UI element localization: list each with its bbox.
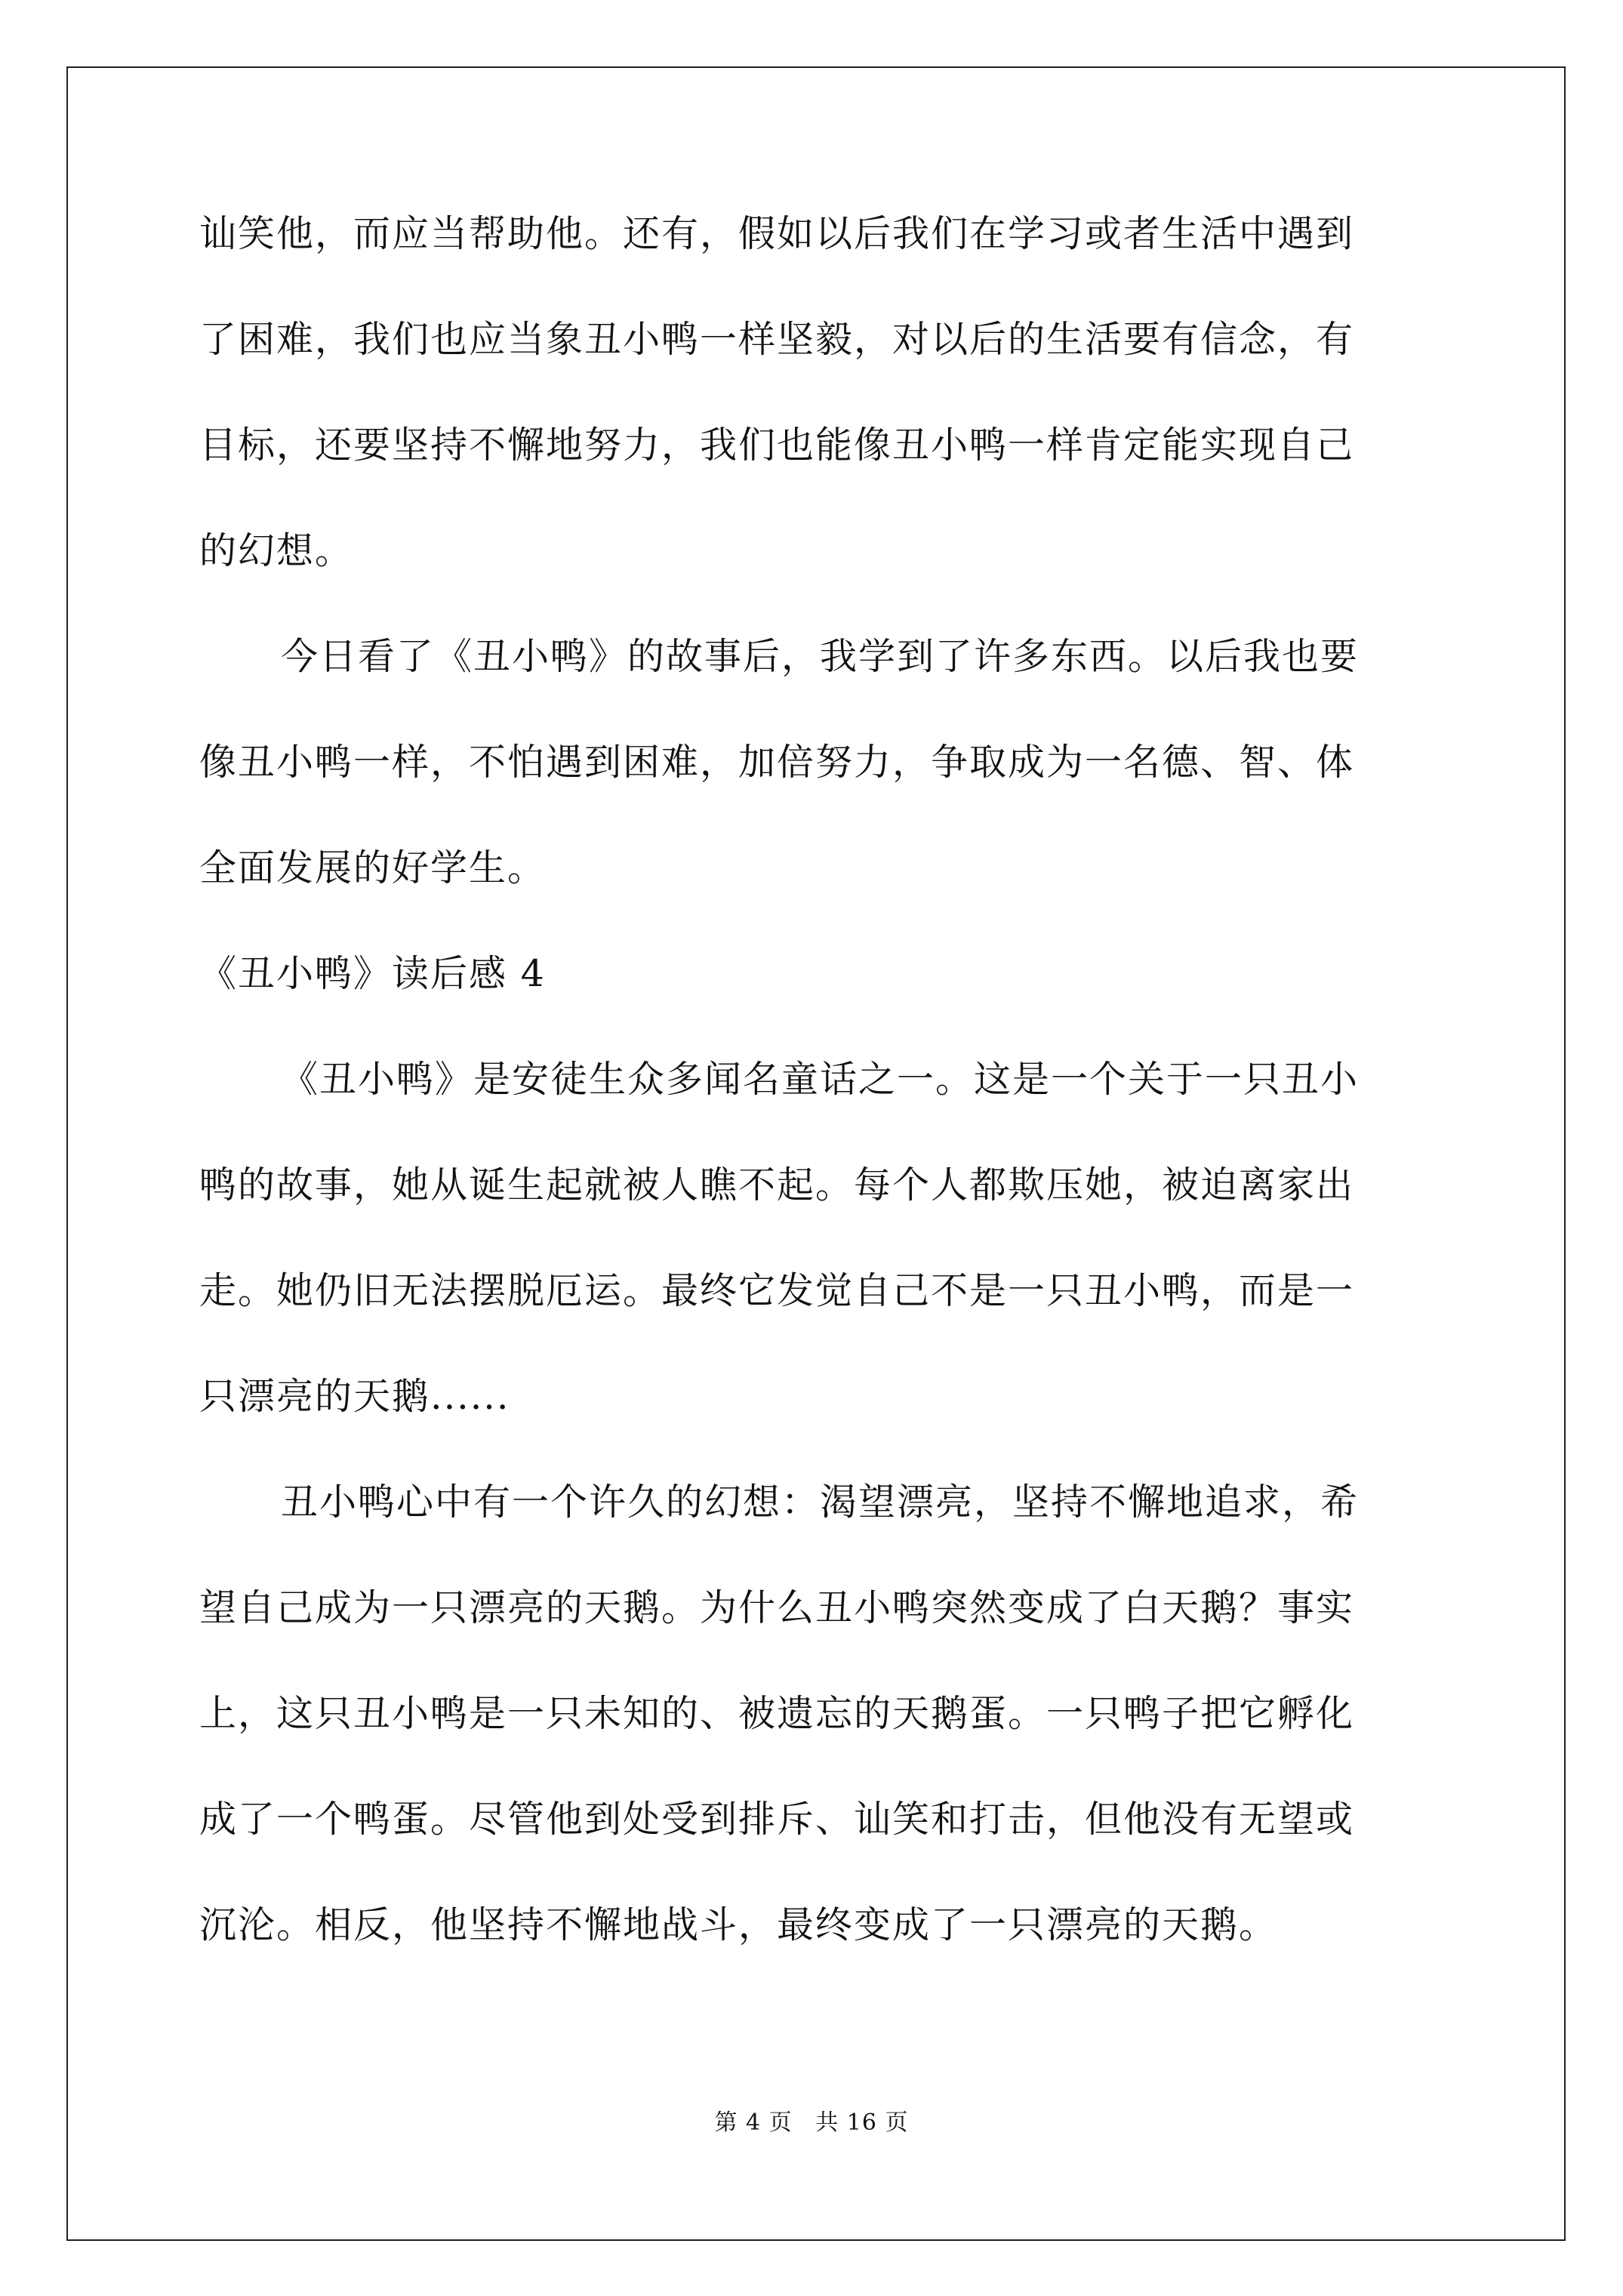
text-line-1: 讪笑他，而应当帮助他。还有，假如以后我们在学习或者生活中遇到 bbox=[199, 212, 1355, 255]
text-line-10: 鸭的故事，她从诞生起就被人瞧不起。每个人都欺压她，被迫离家出 bbox=[199, 1163, 1355, 1207]
text-line-5: 今日看了《丑小鸭》的故事后，我学到了许多东西。以后我也要 bbox=[281, 635, 1360, 678]
text-line-3: 目标，还要坚持不懈地努力，我们也能像丑小鸭一样肯定能实现自己 bbox=[199, 424, 1355, 467]
page-number-total: 共 16 页 bbox=[815, 2110, 909, 2136]
text-line-14: 望自己成为一只漂亮的天鹅。为什么丑小鸭突然变成了白天鹅？事实 bbox=[199, 1586, 1355, 1629]
text-line-9: 《丑小鸭》是安徒生众多闻名童话之一。这是一个关于一只丑小 bbox=[281, 1058, 1360, 1101]
text-line-11: 走。她仍旧无法摆脱厄运。最终它发觉自己不是一只丑小鸭，而是一 bbox=[199, 1269, 1355, 1312]
text-line-15: 上，这只丑小鸭是一只未知的、被遗忘的天鹅蛋。一只鸭子把它孵化 bbox=[199, 1692, 1355, 1735]
text-line-2: 了困难，我们也应当象丑小鸭一样坚毅，对以后的生活要有信念，有 bbox=[199, 318, 1355, 361]
section-heading: 《丑小鸭》读后感 4 bbox=[199, 952, 546, 995]
page-footer bbox=[0, 2103, 1623, 2137]
text-line-17: 沉沦。相反，他坚持不懈地战斗，最终变成了一只漂亮的天鹅。 bbox=[199, 1903, 1278, 1946]
text-line-12: 只漂亮的天鹅...... bbox=[199, 1375, 510, 1418]
text-line-13: 丑小鸭心中有一个许久的幻想：渴望漂亮，坚持不懈地追求，希 bbox=[281, 1481, 1360, 1524]
page-number-current: 第 4 页 bbox=[714, 2110, 793, 2136]
text-line-6: 像丑小鸭一样，不怕遇到困难，加倍努力，争取成为一名德、智、体 bbox=[199, 741, 1355, 784]
document-body bbox=[199, 210, 1431, 2007]
text-line-16: 成了一个鸭蛋。尽管他到处受到排斥、讪笑和打击，但他没有无望或 bbox=[199, 1798, 1355, 1841]
text-line-4: 的幻想。 bbox=[199, 529, 354, 572]
text-line-7: 全面发展的好学生。 bbox=[199, 846, 547, 889]
